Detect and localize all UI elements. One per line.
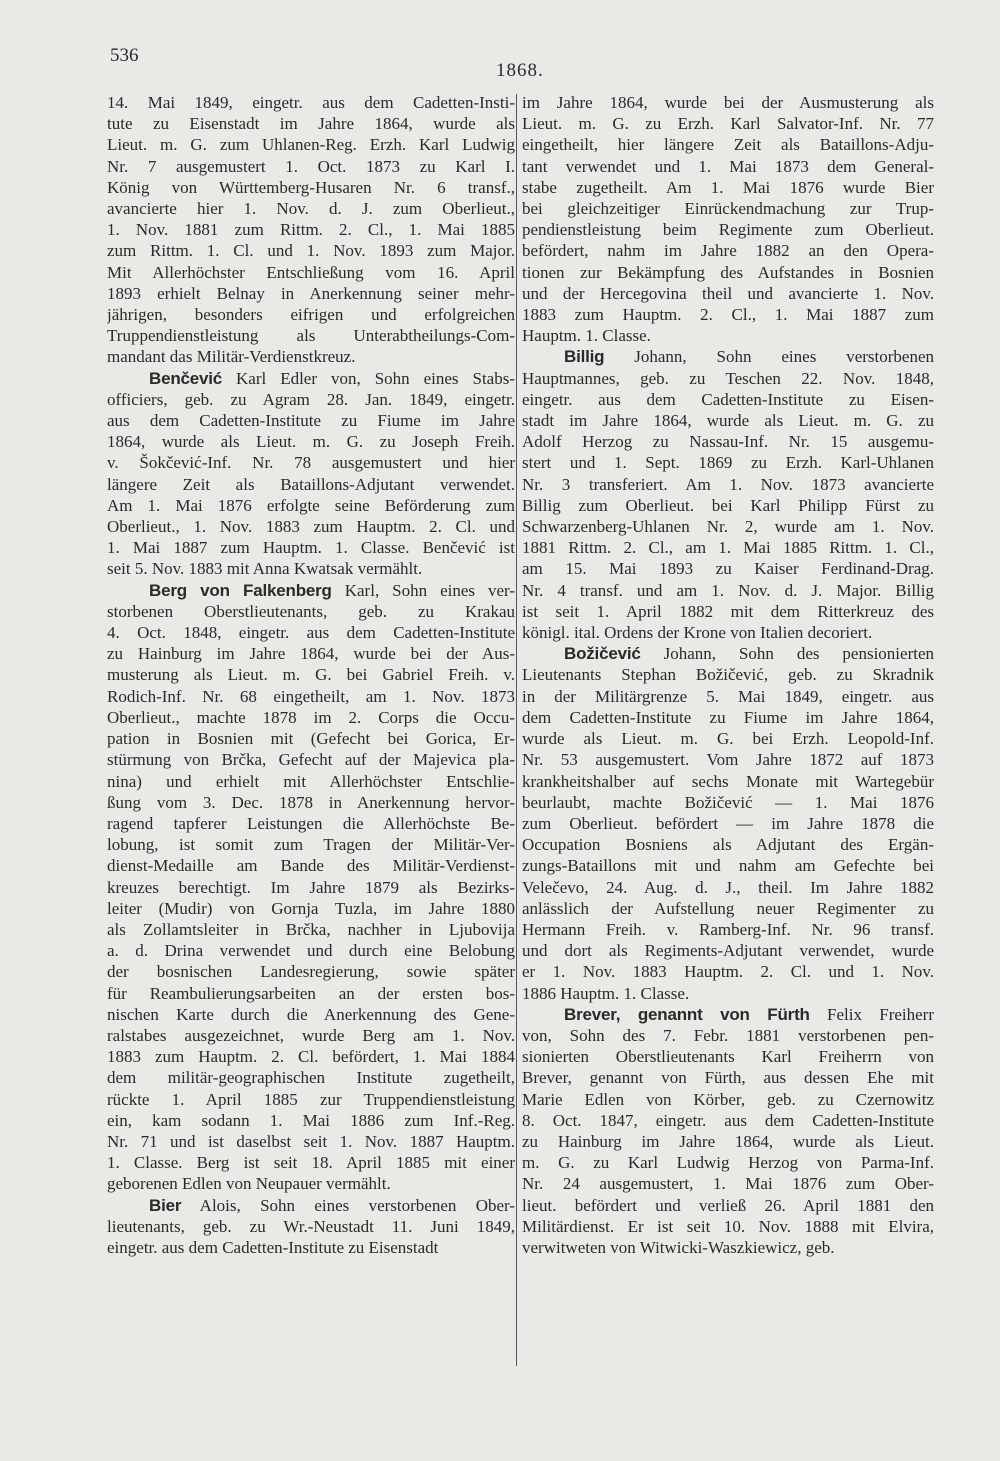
text-line bbox=[107, 516, 515, 537]
line-text: Occupation Bosniens als Adjutant des Ergän- bbox=[522, 835, 934, 855]
text-line bbox=[107, 346, 515, 367]
text-line bbox=[107, 622, 515, 643]
text-line bbox=[522, 283, 934, 304]
text-line bbox=[522, 558, 934, 579]
biography-entry bbox=[107, 368, 515, 580]
text-line bbox=[107, 474, 515, 495]
line-text: eingetr. aus dem Cadetten-Institute zu Eisenstadt bbox=[107, 1237, 439, 1257]
text-line bbox=[522, 177, 934, 198]
line-text: stert und 1. Sept. 1869 zu Erzh. Karl-Uhlanen bbox=[522, 453, 934, 473]
line-text: Karl, Sohn eines ver- bbox=[344, 580, 515, 600]
line-text: geborenen Edlen von Neupauer vermählt. bbox=[107, 1174, 391, 1194]
text-line bbox=[522, 898, 934, 919]
text-line bbox=[522, 134, 934, 155]
line-text: 1881 Rittm. 2. Cl., am 1. Mai 1885 Rittm. 1. Cl., bbox=[522, 538, 934, 558]
line-text: von, Sohn des 7. Febr. 1881 verstorbenen pen- bbox=[522, 1025, 934, 1045]
line-text: Alois, Sohn eines verstorbenen Ober- bbox=[199, 1195, 515, 1215]
text-line bbox=[522, 156, 934, 177]
text-line bbox=[522, 1025, 934, 1046]
line-text: König von Württemberg-Husaren Nr. 6 transf., bbox=[107, 177, 515, 197]
text-line bbox=[522, 749, 934, 770]
text-line bbox=[522, 346, 934, 367]
text-line bbox=[522, 1195, 934, 1216]
text-line bbox=[107, 940, 515, 961]
text-line bbox=[522, 1004, 934, 1025]
text-line bbox=[522, 664, 934, 685]
text-line bbox=[522, 686, 934, 707]
line-text: Nr. 71 und ist daselbst seit 1. Nov. 1887 Hauptm. bbox=[107, 1131, 515, 1151]
entry-name: Berg von Falkenberg bbox=[149, 580, 332, 600]
text-line bbox=[107, 1004, 515, 1025]
line-text: musterung als Lieut. m. G. bei Gabriel Freih. v. bbox=[107, 665, 515, 685]
line-text: dem militär-geographischen Institute zugetheilt, bbox=[107, 1068, 515, 1088]
text-line bbox=[107, 283, 515, 304]
line-text: sionierten Oberstlieutenants Karl Freiherrn von bbox=[522, 1047, 934, 1067]
line-text: Lieutenants Stephan Božičević, geb. zu Skradnik bbox=[522, 665, 934, 685]
text-line bbox=[522, 219, 934, 240]
line-text: 1864, wurde als Lieut. m. G. zu Joseph Freih. bbox=[107, 432, 515, 452]
line-text: beurlaubt, machte Božičević — 1. Mai 1876 bbox=[522, 792, 934, 812]
text-line bbox=[522, 728, 934, 749]
line-text: stürmung von Brčka, Gefecht auf der Majevica pla- bbox=[107, 750, 515, 770]
text-line bbox=[107, 240, 515, 261]
line-text: 1893 erhielt Belnay in Anerkennung seiner mehr- bbox=[107, 283, 515, 303]
text-line bbox=[107, 198, 515, 219]
text-line bbox=[107, 1237, 515, 1258]
text-line bbox=[107, 1067, 515, 1088]
text-line bbox=[522, 92, 934, 113]
text-line bbox=[107, 304, 515, 325]
text-line bbox=[107, 728, 515, 749]
line-text: Truppendienstleistung als Unterabtheilungs-Com- bbox=[107, 326, 515, 346]
text-line bbox=[522, 495, 934, 516]
line-text: Nr. 24 ausgemustert, 1. Mai 1876 zum Ober- bbox=[522, 1174, 934, 1194]
line-text: Johann, Sohn eines verstorbenen bbox=[634, 347, 934, 367]
line-text: Lieut. m. G. zu Erzh. Karl Salvator-Inf. Nr. 77 bbox=[522, 114, 934, 134]
text-line bbox=[107, 919, 515, 940]
text-line bbox=[522, 622, 934, 643]
text-line bbox=[107, 983, 515, 1004]
text-line bbox=[107, 262, 515, 283]
text-line bbox=[107, 664, 515, 685]
text-line bbox=[107, 877, 515, 898]
line-text: Schwarzenberg-Uhlanen Nr. 2, wurde am 1. Nov. bbox=[522, 517, 934, 537]
text-line bbox=[107, 219, 515, 240]
text-line bbox=[107, 177, 515, 198]
text-line bbox=[107, 1110, 515, 1131]
text-line bbox=[522, 855, 934, 876]
line-text: lieut. befördert und verließ 26. April 1881 den bbox=[522, 1195, 934, 1215]
right-column bbox=[522, 92, 934, 1258]
text-line bbox=[522, 1237, 934, 1258]
text-line bbox=[522, 1046, 934, 1067]
biography-entry bbox=[522, 643, 934, 1003]
text-line bbox=[107, 368, 515, 389]
text-line bbox=[522, 537, 934, 558]
text-line bbox=[107, 134, 515, 155]
text-line bbox=[522, 771, 934, 792]
line-text: lobung, ist somit zum Tragen der Militär-Ver- bbox=[107, 835, 515, 855]
line-text: stabe zugetheilt. Am 1. Mai 1876 wurde Bier bbox=[522, 177, 934, 197]
line-text: pation in Bosnien mit (Gefecht bei Gorica, Er- bbox=[107, 729, 515, 749]
text-line bbox=[107, 537, 515, 558]
line-text: Nr. 3 transferiert. Am 1. Nov. 1873 avancierte bbox=[522, 474, 934, 494]
line-text: 14. Mai 1849, eingetr. aus dem Cadetten-Insti- bbox=[107, 93, 515, 112]
text-line bbox=[107, 1152, 515, 1173]
line-text: 1886 Hauptm. 1. Classe. bbox=[522, 983, 690, 1003]
text-line bbox=[522, 304, 934, 325]
line-text: kreuzes berechtigt. Im Jahre 1879 als Bezirks- bbox=[107, 877, 515, 897]
text-line bbox=[522, 877, 934, 898]
text-line bbox=[107, 707, 515, 728]
line-text: Velečevo, 24. Aug. d. J., theil. Im Jahre 1882 bbox=[522, 877, 934, 897]
line-text: jährigen, besonders eifrigen und erfolgreichen bbox=[107, 305, 515, 325]
text-line bbox=[107, 558, 515, 579]
line-text: Lieut. m. G. zum Uhlanen-Reg. Erzh. Karl Ludwig bbox=[107, 135, 515, 155]
line-text: zu Hainburg im Jahre 1864, wurde bei der Aus- bbox=[107, 644, 515, 664]
line-text: Am 1. Mai 1876 erfolgte seine Beförderung zum bbox=[107, 495, 515, 515]
line-text: ist seit 1. April 1882 mit dem Ritterkreuz des bbox=[522, 601, 934, 621]
entry-name: Benčević bbox=[149, 368, 223, 388]
text-line bbox=[522, 1216, 934, 1237]
text-line bbox=[522, 431, 934, 452]
text-line bbox=[522, 1089, 934, 1110]
line-text: nischen Karte durch die Anerkennung des Gene- bbox=[107, 1004, 515, 1024]
entry-name: Brever, genannt von Fürth bbox=[564, 1004, 810, 1024]
line-text: ßung vom 3. Dec. 1878 in Anerkennung hervor- bbox=[107, 792, 515, 812]
text-line bbox=[107, 92, 515, 113]
biography-continuation bbox=[107, 92, 515, 368]
text-line bbox=[522, 474, 934, 495]
line-text: ralstabes ausgezeichnet, wurde Berg am 1. Nov. bbox=[107, 1025, 515, 1045]
line-text: storbenen Oberstlieutenants, geb. zu Krakau bbox=[107, 601, 515, 621]
line-text: Nr. 4 transf. und am 1. Nov. d. J. Major. Billig bbox=[522, 580, 934, 600]
line-text: tionen zur Bekämpfung des Aufstandes in Bosnien bbox=[522, 262, 934, 282]
entry-name: Božičević bbox=[564, 644, 641, 664]
text-line bbox=[107, 686, 515, 707]
line-text: ein, kam sodann 1. Mai 1886 zum Inf.-Reg. bbox=[107, 1110, 515, 1130]
line-text: Billig zum Oberlieut. bei Karl Philipp Fürst zu bbox=[522, 495, 934, 515]
line-text: für Reambulierungsarbeiten an der ersten bos- bbox=[107, 983, 515, 1003]
text-line bbox=[522, 516, 934, 537]
text-line bbox=[522, 325, 934, 346]
line-text: 1. Mai 1887 zum Hauptm. 1. Classe. Benčević ist bbox=[107, 538, 515, 558]
text-line bbox=[522, 1173, 934, 1194]
biography-continuation bbox=[522, 92, 934, 346]
line-text: und der Hercegovina theil und avancierte 1. Nov. bbox=[522, 283, 934, 303]
text-line bbox=[522, 1110, 934, 1131]
text-line bbox=[107, 643, 515, 664]
text-line bbox=[107, 1131, 515, 1152]
text-line bbox=[522, 707, 934, 728]
year-heading: 1868. bbox=[496, 60, 544, 81]
column-divider bbox=[516, 94, 517, 1366]
text-line bbox=[107, 389, 515, 410]
text-line bbox=[522, 919, 934, 940]
line-text: avancierte hier 1. Nov. d. J. zum Oberlieut., bbox=[107, 199, 515, 219]
line-text: a. d. Drina verwendet und durch eine Belobung bbox=[107, 941, 515, 961]
line-text: krankheitshalber auf sechs Monate mit Wartegebür bbox=[522, 771, 934, 791]
line-text: leiter (Mudir) von Gornja Tuzla, im Jahre 1880 bbox=[107, 898, 515, 918]
line-text: Militärdienst. Er ist seit 10. Nov. 1888 mit Elvira, bbox=[522, 1216, 934, 1236]
text-line bbox=[107, 410, 515, 431]
line-text: der bosnischen Landesregierung, sowie später bbox=[107, 962, 515, 982]
text-line bbox=[522, 198, 934, 219]
text-line bbox=[522, 643, 934, 664]
line-text: Adolf Herzog zu Nassau-Inf. Nr. 15 ausgemu- bbox=[522, 432, 934, 452]
text-line bbox=[522, 410, 934, 431]
line-text: 4. Oct. 1848, eingetr. aus dem Cadetten-Institute bbox=[107, 623, 515, 643]
line-text: seit 5. Nov. 1883 mit Anna Kwatsak vermählt. bbox=[107, 559, 423, 579]
text-line bbox=[107, 1216, 515, 1237]
line-text: v. Šokčević-Inf. Nr. 78 ausgemustert und hier bbox=[107, 453, 515, 473]
text-line bbox=[107, 1089, 515, 1110]
text-line bbox=[522, 1152, 934, 1173]
line-text: als Zollamtsleiter in Brčka, nachher in Ljubovija bbox=[107, 919, 515, 939]
text-line bbox=[107, 495, 515, 516]
text-line bbox=[107, 834, 515, 855]
line-text: aus dem Cadetten-Institute zu Fiume im Jahre bbox=[107, 411, 515, 431]
text-line bbox=[107, 813, 515, 834]
line-text: Marie Edlen von Körber, geb. zu Czernowitz bbox=[522, 1089, 934, 1109]
line-text: Hauptmannes, geb. zu Teschen 22. Nov. 1848, bbox=[522, 368, 934, 388]
text-line bbox=[107, 1046, 515, 1067]
text-line bbox=[522, 113, 934, 134]
text-line bbox=[522, 813, 934, 834]
line-text: zum Oberlieut. befördert — im Jahre 1878 die bbox=[522, 813, 934, 833]
biography-entry bbox=[107, 580, 515, 1195]
line-text: längere Zeit als Bataillons-Adjutant verwendet. bbox=[107, 474, 515, 494]
text-line bbox=[522, 983, 934, 1004]
line-text: ragend tapferer Leistungen die Allerhöchste Be- bbox=[107, 813, 515, 833]
line-text: Rodich-Inf. Nr. 68 eingetheilt, am 1. Nov. 1873 bbox=[107, 686, 515, 706]
line-text: dem Cadetten-Institute zu Fiume im Jahre 1864, bbox=[522, 707, 934, 727]
text-line bbox=[107, 431, 515, 452]
text-line bbox=[107, 1025, 515, 1046]
text-line bbox=[522, 389, 934, 410]
text-line bbox=[107, 792, 515, 813]
text-line bbox=[522, 580, 934, 601]
text-line bbox=[522, 452, 934, 473]
line-text: 1883 zum Hauptm. 2. Cl., 1. Mai 1887 zum bbox=[522, 305, 934, 325]
line-text: zu Hainburg im Jahre 1864, wurde als Lieut. bbox=[522, 1131, 934, 1151]
biography-entry bbox=[107, 1195, 515, 1259]
entry-name: Billig bbox=[564, 347, 605, 367]
text-line bbox=[107, 1195, 515, 1216]
line-text: pendienstleistung beim Regimente zum Oberlieut. bbox=[522, 220, 934, 240]
line-text: tant verwendet und 1. Mai 1873 dem General- bbox=[522, 156, 934, 176]
line-text: wurde als Lieut. m. G. bei Erzh. Leopold-Inf. bbox=[522, 729, 934, 749]
text-line bbox=[522, 1131, 934, 1152]
line-text: 1. Classe. Berg ist seit 18. April 1885 mit einer bbox=[107, 1153, 515, 1173]
line-text: Brever, genannt von Fürth, aus dessen Ehe mit bbox=[522, 1068, 934, 1088]
line-text: Oberlieut., machte 1878 im 2. Corps die Occu- bbox=[107, 707, 515, 727]
line-text: nina) und erhielt mit Allerhöchster Entschlie- bbox=[107, 771, 515, 791]
line-text: m. G. zu Karl Ludwig Herzog von Parma-Inf. bbox=[522, 1153, 934, 1173]
biography-entry bbox=[522, 1004, 934, 1258]
text-line bbox=[522, 792, 934, 813]
entry-name: Bier bbox=[149, 1195, 182, 1215]
line-text: 8. Oct. 1847, eingetr. aus dem Cadetten-Institute bbox=[522, 1110, 934, 1130]
text-line bbox=[107, 898, 515, 919]
line-text: mandant das Militär-Verdienstkreuz. bbox=[107, 347, 356, 367]
line-text: Hauptm. 1. Classe. bbox=[522, 326, 651, 346]
text-line bbox=[107, 855, 515, 876]
line-text: im Jahre 1864, wurde bei der Ausmusterung als bbox=[522, 93, 934, 112]
text-line bbox=[107, 452, 515, 473]
line-text: er 1. Nov. 1883 Hauptm. 2. Cl. und 1. Nov. bbox=[522, 962, 934, 982]
line-text: officiers, geb. zu Agram 28. Jan. 1849, eingetr. bbox=[107, 389, 515, 409]
line-text: Nr. 7 ausgemustert 1. Oct. 1873 zu Karl I. bbox=[107, 156, 515, 176]
text-line bbox=[107, 113, 515, 134]
text-line bbox=[522, 1067, 934, 1088]
line-text: verwitweten von Witwicki-Waszkiewicz, geb. bbox=[522, 1237, 835, 1257]
line-text: zum Rittm. 1. Cl. und 1. Nov. 1893 zum Major. bbox=[107, 241, 515, 261]
line-text: zungs-Bataillons mit und nahm am Gefechte bei bbox=[522, 856, 934, 876]
text-line bbox=[522, 601, 934, 622]
line-text: befördert, nahm im Jahre 1882 an den Opera- bbox=[522, 241, 934, 261]
text-line bbox=[522, 240, 934, 261]
text-line bbox=[107, 749, 515, 770]
line-text: rückte 1. April 1885 zur Truppendienstleistung bbox=[107, 1089, 515, 1109]
line-text: Oberlieut., 1. Nov. 1883 zum Hauptm. 2. Cl. und bbox=[107, 517, 515, 537]
text-line bbox=[522, 262, 934, 283]
line-text: Nr. 53 ausgemustert. Vom Jahre 1872 auf 1873 bbox=[522, 750, 934, 770]
text-line bbox=[107, 325, 515, 346]
line-text: 1883 zum Hauptm. 2. Cl. befördert, 1. Mai 1884 bbox=[107, 1047, 515, 1067]
text-line bbox=[107, 156, 515, 177]
line-text: Mit Allerhöchster Entschließung vom 16. April bbox=[107, 262, 515, 282]
line-text: eingetr. aus dem Cadetten-Institute zu Eisen- bbox=[522, 389, 934, 409]
text-line bbox=[522, 834, 934, 855]
line-text: anlässlich der Aufstellung neuer Regimenter zu bbox=[522, 898, 934, 918]
left-column bbox=[107, 92, 515, 1258]
line-text: stadt im Jahre 1864, wurde als Lieut. m. G. zu bbox=[522, 411, 934, 431]
line-text: eingetheilt, hier längere Zeit als Bataillons-Adju- bbox=[522, 135, 934, 155]
text-line bbox=[107, 601, 515, 622]
biography-entry bbox=[522, 346, 934, 643]
line-text: Karl Edler von, Sohn eines Stabs- bbox=[236, 368, 515, 388]
page-number: 536 bbox=[110, 45, 139, 66]
line-text: bei gleichzeitiger Einrückendmachung zur Trup- bbox=[522, 199, 934, 219]
text-line bbox=[522, 961, 934, 982]
line-text: 1. Nov. 1881 zum Rittm. 2. Cl., 1. Mai 1885 bbox=[107, 220, 515, 240]
line-text: Hermann Freih. v. Ramberg-Inf. Nr. 96 transf. bbox=[522, 919, 934, 939]
text-line bbox=[107, 771, 515, 792]
text-line bbox=[107, 1173, 515, 1194]
line-text: dienst-Medaille am Bande des Militär-Verdienst- bbox=[107, 856, 515, 876]
line-text: Felix Freiherr bbox=[827, 1004, 934, 1024]
text-line bbox=[107, 580, 515, 601]
line-text: am 15. Mai 1893 zu Kaiser Ferdinand-Drag. bbox=[522, 559, 934, 579]
text-line bbox=[522, 940, 934, 961]
line-text: königl. ital. Ordens der Krone von Italien decoriert. bbox=[522, 623, 873, 643]
line-text: Johann, Sohn des pensionierten bbox=[663, 644, 934, 664]
text-line bbox=[522, 368, 934, 389]
line-text: tute zu Eisenstadt im Jahre 1864, wurde als bbox=[107, 114, 515, 134]
line-text: lieutenants, geb. zu Wr.-Neustadt 11. Juni 1849, bbox=[107, 1216, 515, 1236]
line-text: und dort als Regiments-Adjutant verwendet, wurde bbox=[522, 941, 934, 961]
text-line bbox=[107, 961, 515, 982]
line-text: in der Militärgrenze 5. Mai 1849, eingetr. aus bbox=[522, 686, 934, 706]
